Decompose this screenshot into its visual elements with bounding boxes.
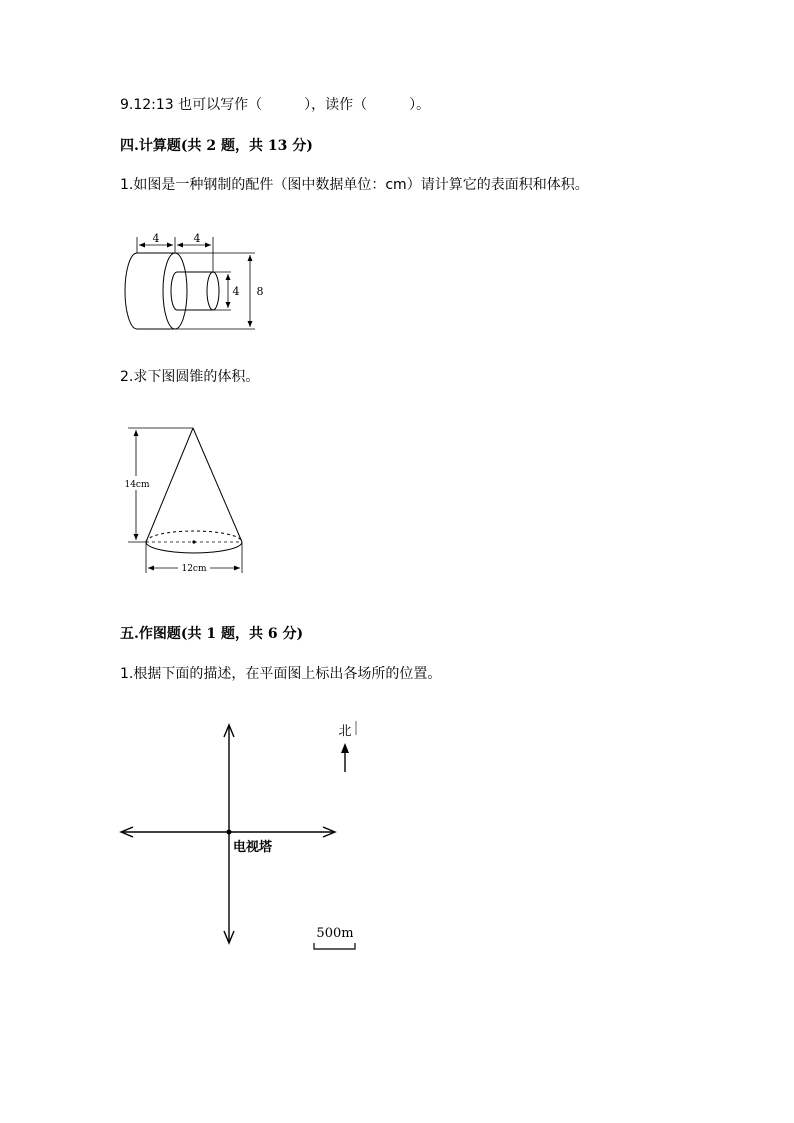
cone-center-dot	[192, 540, 195, 543]
cone-figure	[120, 420, 260, 580]
section-5-heading: 五.作图题(共 1 题，共 6 分)	[120, 626, 304, 642]
cone-base-front	[146, 542, 242, 553]
dim-label-left-top: 4	[152, 232, 160, 245]
map-origin-dot	[227, 830, 232, 835]
cone-left-side	[146, 428, 193, 542]
steel-part-figure	[115, 225, 275, 335]
cone-base-back	[146, 531, 242, 542]
north-arrow-head	[341, 743, 349, 753]
big-cylinder-face	[163, 253, 187, 329]
small-cylinder-face	[207, 272, 219, 310]
calc-question-2: 2.求下图圆锥的体积。	[120, 369, 260, 385]
draw-question-1: 1.根据下面的描述，在平面图上标出各场所的位置。	[120, 666, 442, 682]
section-4-heading: 四.计算题(共 2 题，共 13 分)	[120, 138, 313, 154]
dim-label-inner-height: 4	[232, 285, 240, 298]
cone-right-side	[193, 428, 242, 542]
scale-label: 500m	[316, 926, 354, 941]
fill-question-9: 9.12:13 也可以写作（ ），读作（ ）。	[120, 97, 431, 113]
big-cylinder-left-arc	[125, 253, 137, 329]
scale-bar	[314, 943, 355, 949]
north-label: 北	[338, 724, 352, 739]
map-figure	[115, 715, 375, 955]
cone-diameter-label: 12cm	[181, 564, 207, 574]
calc-question-1: 1.如图是一种钢制的配件（图中数据单位：cm）请计算它的表面积和体积。	[120, 177, 589, 193]
cone-height-label: 14cm	[124, 480, 150, 490]
dim-label-outer-height: 8	[256, 285, 264, 298]
dim-label-right-top: 4	[193, 232, 201, 245]
map-center-label: 电视塔	[233, 840, 273, 855]
